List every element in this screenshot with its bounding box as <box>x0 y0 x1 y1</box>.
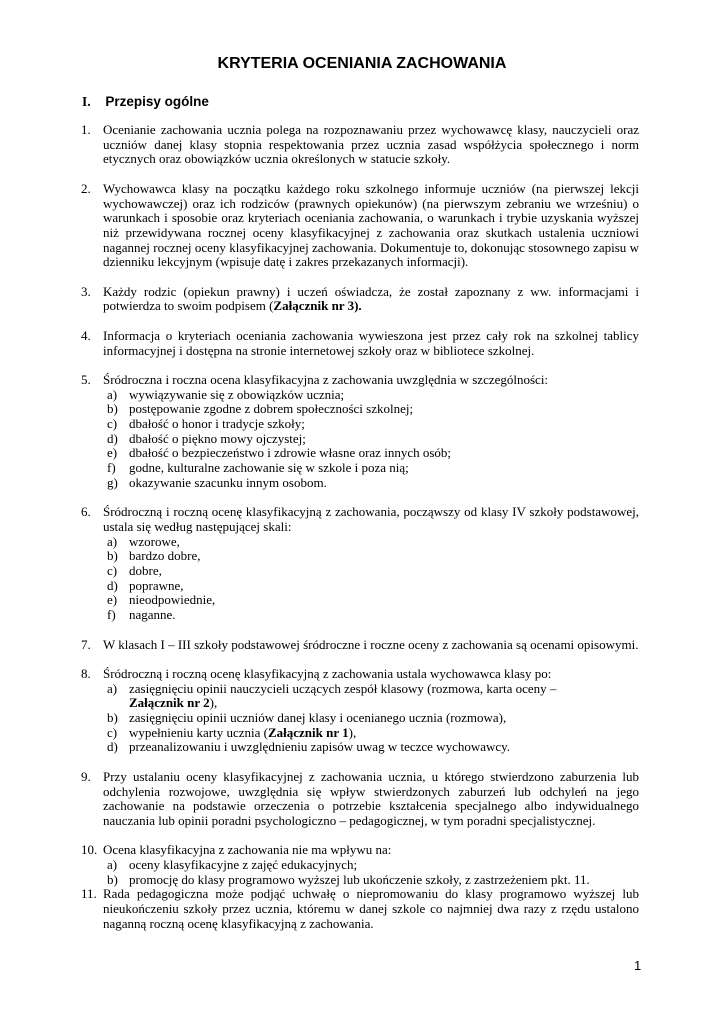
item-text: Informacja o kryteriach oceniania zachowania wywieszona jest przez cały rok na szkolnej tablicy informacyjnej i dostępna na stronie internetowej szkoły oraz w bibliotece szkolnej. <box>103 327 639 358</box>
item-number: 9. <box>81 768 91 784</box>
sub-item <box>103 711 639 726</box>
sub-item-text: wzorowe, <box>129 533 180 549</box>
sub-item-letter: g) <box>107 474 118 490</box>
sub-item-text: okazywanie szacunku innym osobom. <box>129 474 327 490</box>
item-text: Przy ustalaniu oceny klasyfikacyjnej z zachowania ucznia, u którego stwierdzono zaburzenia lub odchylenia rozwojowe, uwzględnia się wpływ stwierdzonych zaburzeń lub odchyleń na jego zachowanie na podstawie orzeczenia o potrzebie kształcenia specjalnego albo indywidualnego nauczania lub opinii poradni psychologiczno – pedagogicznej, w tym poradni specjalistycznej. <box>103 768 639 828</box>
sub-item-letter: e) <box>107 445 118 461</box>
sub-item-letter: f) <box>107 607 116 623</box>
document-body <box>81 123 639 946</box>
sub-item <box>103 740 639 755</box>
attachment-reference: Załącznik nr 2 <box>129 695 210 711</box>
sub-item <box>103 682 639 711</box>
sub-item-text: dobre, <box>129 563 162 579</box>
sub-item <box>103 858 639 873</box>
item-text: Każdy rodzic (opiekun prawny) i uczeń oświadcza, że został zapoznany z ww. informacjami i potwierdza to swoim podpisem ( <box>103 283 639 314</box>
sub-item-letter: f) <box>107 460 116 476</box>
item-text: Wychowawca klasy na początku każdego roku szkolnego informuje uczniów (na pierwszej lekcji wychowawczej) oraz ich rodziców (prawnych opiekunów) (na pierwszym zebraniu we wrześniu) o warunkach i sposobie oraz kryteriach oceniania zachowania, o warunkach i trybie uzyskania wyższej niż przewidywana rocznej oceny klasyfikacyjnej z zachowania oraz skutkach ustalenia uczniowi nagannej rocznej oceny klasyfikacyjnej zachowania. Dokumentuje to, dokonując stosownego zapisu w dzienniku lekcyjnym (wpisuje datę i zakres przekazanych informacji). <box>103 180 639 270</box>
sub-item-text: ), <box>209 695 218 711</box>
list-item-1 <box>81 123 639 167</box>
sub-item <box>103 726 639 741</box>
item-text: Ocenianie zachowania ucznia polega na rozpoznawaniu przez wychowawcę klasy, nauczycieli oraz uczniów danej klasy stopnia respektowania przez ucznia zasad współżycia społecznego i norm etycznych oraz obowiązków ucznia określonych w statucie szkoły. <box>103 122 639 167</box>
item-text: Śródroczną i roczną ocenę klasyfikacyjną z zachowania ustala wychowawca klasy po: <box>103 665 552 681</box>
list-item-9 <box>81 770 639 829</box>
page-number: 1 <box>634 958 642 973</box>
item-number: 6. <box>81 504 91 520</box>
sub-item <box>103 446 639 461</box>
sub-item-letter: a) <box>107 533 118 549</box>
section-heading <box>82 94 209 110</box>
list-item-10 <box>81 843 639 887</box>
sub-item-letter: b) <box>107 401 118 417</box>
attachment-reference: Załącznik nr 1 <box>267 724 349 740</box>
sub-item-text: wypełnieniu karty ucznia ( <box>129 724 268 740</box>
sub-item-letter: c) <box>107 563 118 579</box>
sub-item-text: dbałość o piękno mowy ojczystej; <box>129 430 306 446</box>
sub-item <box>103 535 639 550</box>
item-text: Ocena klasyfikacyjna z zachowania nie ma wpływu na: <box>103 842 392 858</box>
sub-item-letter: b) <box>107 710 118 726</box>
sub-list <box>103 388 639 491</box>
item-number: 7. <box>81 636 91 652</box>
sub-item-text: promocję do klasy programowo wyższej lub ukończenie szkoły, z zastrzeżeniem pkt. 11. <box>129 871 590 887</box>
sub-item <box>103 549 639 564</box>
sub-item-text: postępowanie zgodne z dobrem społeczności szkolnej; <box>129 401 414 417</box>
sub-list <box>103 858 639 887</box>
item-number: 2. <box>81 180 91 196</box>
sub-item <box>103 579 639 594</box>
sub-item-letter: b) <box>107 871 118 887</box>
sub-item <box>103 873 639 888</box>
sub-item-letter: a) <box>107 386 118 402</box>
item-number: 3. <box>81 283 91 299</box>
sub-item <box>103 461 639 476</box>
sub-item <box>103 432 639 447</box>
sub-item-text: godne, kulturalne zachowanie się w szkole i poza nią; <box>129 460 409 476</box>
sub-list <box>103 535 639 623</box>
sub-item <box>103 593 639 608</box>
sub-item-letter: e) <box>107 592 118 608</box>
item-number: 1. <box>81 122 91 137</box>
item-number: 5. <box>81 371 91 387</box>
sub-item-text: naganne. <box>129 607 176 623</box>
list-item-11 <box>81 887 639 931</box>
list-item-8 <box>81 667 639 755</box>
sub-item-text: zasięgnięciu opinii nauczycieli uczących zespół klasowy (rozmowa, karta oceny – <box>129 680 557 696</box>
item-text: W klasach I – III szkoły podstawowej śródroczne i roczne oceny z zachowania są ocenami opisowymi. <box>103 636 639 652</box>
item-number: 4. <box>81 327 91 343</box>
list-item-2 <box>81 182 639 270</box>
list-item-5 <box>81 373 639 491</box>
sub-list <box>103 682 639 756</box>
sub-item-letter: c) <box>107 724 118 740</box>
sub-item-letter: d) <box>107 739 118 755</box>
sub-item <box>103 402 639 417</box>
sub-item-text: przeanalizowaniu i uwzględnieniu zapisów uwag w teczce wychowawcy. <box>129 739 511 755</box>
section-number: I. <box>82 94 91 109</box>
sub-item-text: wywiązywanie się z obowiązków ucznia; <box>129 386 345 402</box>
sub-item-letter: d) <box>107 577 118 593</box>
item-text: Rada pedagogiczna może podjąć uchwałę o niepromowaniu do klasy programowo wyższej lub nieukończeniu szkoły przez ucznia, któremu w danej szkole co najmniej dwa razy z rzędu ustalono naganną roczną ocenę klasyfikacyjną z zachowania. <box>103 886 639 931</box>
item-number: 11. <box>81 886 97 902</box>
sub-item-text: poprawne, <box>129 577 184 593</box>
sub-item-letter: d) <box>107 430 118 446</box>
item-number: 8. <box>81 665 91 681</box>
sub-item <box>103 608 639 623</box>
sub-item-text: ), <box>348 724 357 740</box>
sub-item <box>103 417 639 432</box>
sub-item-letter: a) <box>107 680 118 696</box>
sub-item-text: oceny klasyfikacyjne z zajęć edukacyjnych; <box>129 857 358 873</box>
sub-item <box>103 388 639 403</box>
list-item-4 <box>81 329 639 358</box>
sub-item-text: dbałość o bezpieczeństwo i zdrowie własne oraz innych osób; <box>129 445 452 461</box>
section-title: Przepisy ogólne <box>105 94 209 109</box>
list-item-7 <box>81 638 639 653</box>
sub-item-letter: a) <box>107 857 118 873</box>
sub-item <box>103 476 639 491</box>
attachment-reference: Załącznik nr 3). <box>273 298 362 314</box>
sub-item-text: dbałość o honor i tradycje szkoły; <box>129 416 305 431</box>
sub-item <box>103 564 639 579</box>
sub-item-text: zasięgnięciu opinii uczniów danej klasy i ocenianego ucznia (rozmowa), <box>129 710 507 726</box>
item-text: Śródroczna i roczna ocena klasyfikacyjna z zachowania uwzględnia w szczególności: <box>103 371 549 387</box>
item-text: Śródroczną i roczną ocenę klasyfikacyjną z zachowania, począwszy od klasy IV szkoły podstawowej, ustala się według następującej skali: <box>103 504 639 534</box>
sub-item-text: nieodpowiednie, <box>129 592 216 608</box>
sub-item-text: bardzo dobre, <box>129 548 201 564</box>
sub-item-letter: b) <box>107 548 118 564</box>
list-item-6 <box>81 505 639 623</box>
list-item-3 <box>81 285 639 314</box>
document-title: KRYTERIA OCENIANIA ZACHOWANIA <box>217 55 507 72</box>
sub-item-letter: c) <box>107 416 118 431</box>
item-number: 10. <box>81 842 98 858</box>
